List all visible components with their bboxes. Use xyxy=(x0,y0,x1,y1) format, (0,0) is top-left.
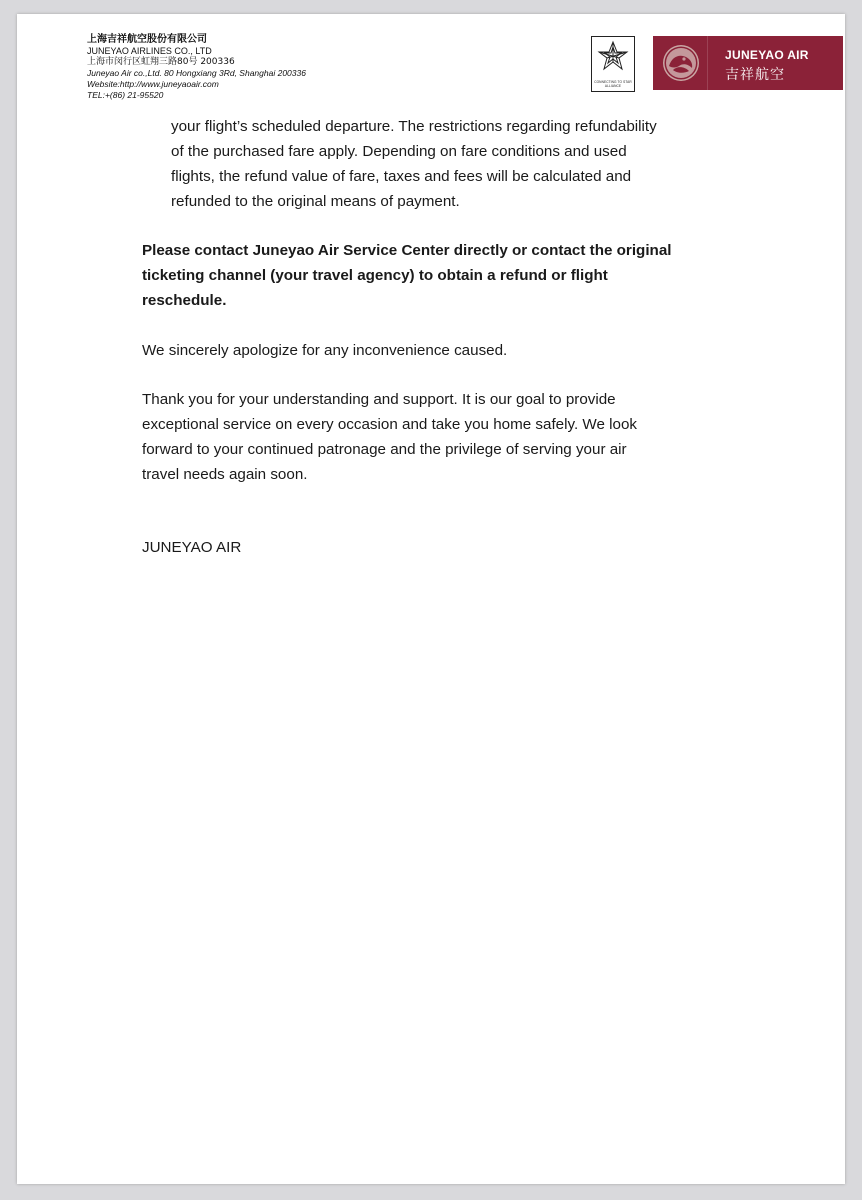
star-alliance-badge xyxy=(591,36,635,92)
paragraph-line: of the purchased fare apply. Depending on fare conditions and used xyxy=(171,143,627,160)
paragraph-line: flights, the refund value of fare, taxes and fees will be calculated and xyxy=(171,168,632,185)
company-name-cn: 上海吉祥航空股份有限公司 xyxy=(87,34,207,45)
refund-conditions-paragraph xyxy=(171,114,731,214)
website: Website:http://www.juneyaoair.com xyxy=(87,79,219,89)
apology-paragraph: We sincerely apologize for any inconvenience caused. xyxy=(142,342,508,359)
paragraph-line: travel needs again soon. xyxy=(142,466,308,483)
paragraph-line: exceptional service on every occasion and take you home safely. We look xyxy=(142,416,637,433)
address-cn: 上海市闵行区虹翔三路80号 200336 xyxy=(87,57,235,67)
contact-paragraph xyxy=(142,238,742,313)
document-page xyxy=(17,14,845,1184)
paragraph-line: Thank you for your understanding and support. It is our goal to provide xyxy=(142,391,616,408)
signature: JUNEYAO AIR xyxy=(142,539,242,556)
paragraph-line: ticketing channel (your travel agency) to obtain a refund or flight xyxy=(142,267,608,284)
company-name-en: JUNEYAO AIRLINES CO., LTD xyxy=(87,46,212,56)
juneyao-brand-logo xyxy=(653,36,843,90)
paragraph-line: refunded to the original means of payment. xyxy=(171,193,460,210)
address-en: Juneyao Air co.,Ltd. 80 Hongxiang 3Rd, Shanghai 200336 xyxy=(87,68,306,78)
paragraph-line: your flight’s scheduled departure. The restrictions regarding refundability xyxy=(171,118,657,135)
brand-name-cn: 吉祥航空 xyxy=(725,67,785,83)
brand-divider xyxy=(707,36,708,90)
paragraph-line: reschedule. xyxy=(142,292,227,309)
star-alliance-text: CONNECTING TO STAR ALLIANCE xyxy=(594,80,632,88)
brand-name-en: JUNEYAO AIR xyxy=(725,48,809,62)
star-alliance-icon xyxy=(596,40,630,72)
thanks-paragraph xyxy=(142,387,742,487)
paragraph-line: Please contact Juneyao Air Service Center directly or contact the original xyxy=(142,242,672,259)
juneyao-emblem-icon xyxy=(662,44,700,82)
paragraph-line: forward to your continued patronage and the privilege of serving your air xyxy=(142,441,627,458)
letterhead xyxy=(87,34,387,101)
telephone: TEL:+(86) 21-95520 xyxy=(87,90,164,100)
